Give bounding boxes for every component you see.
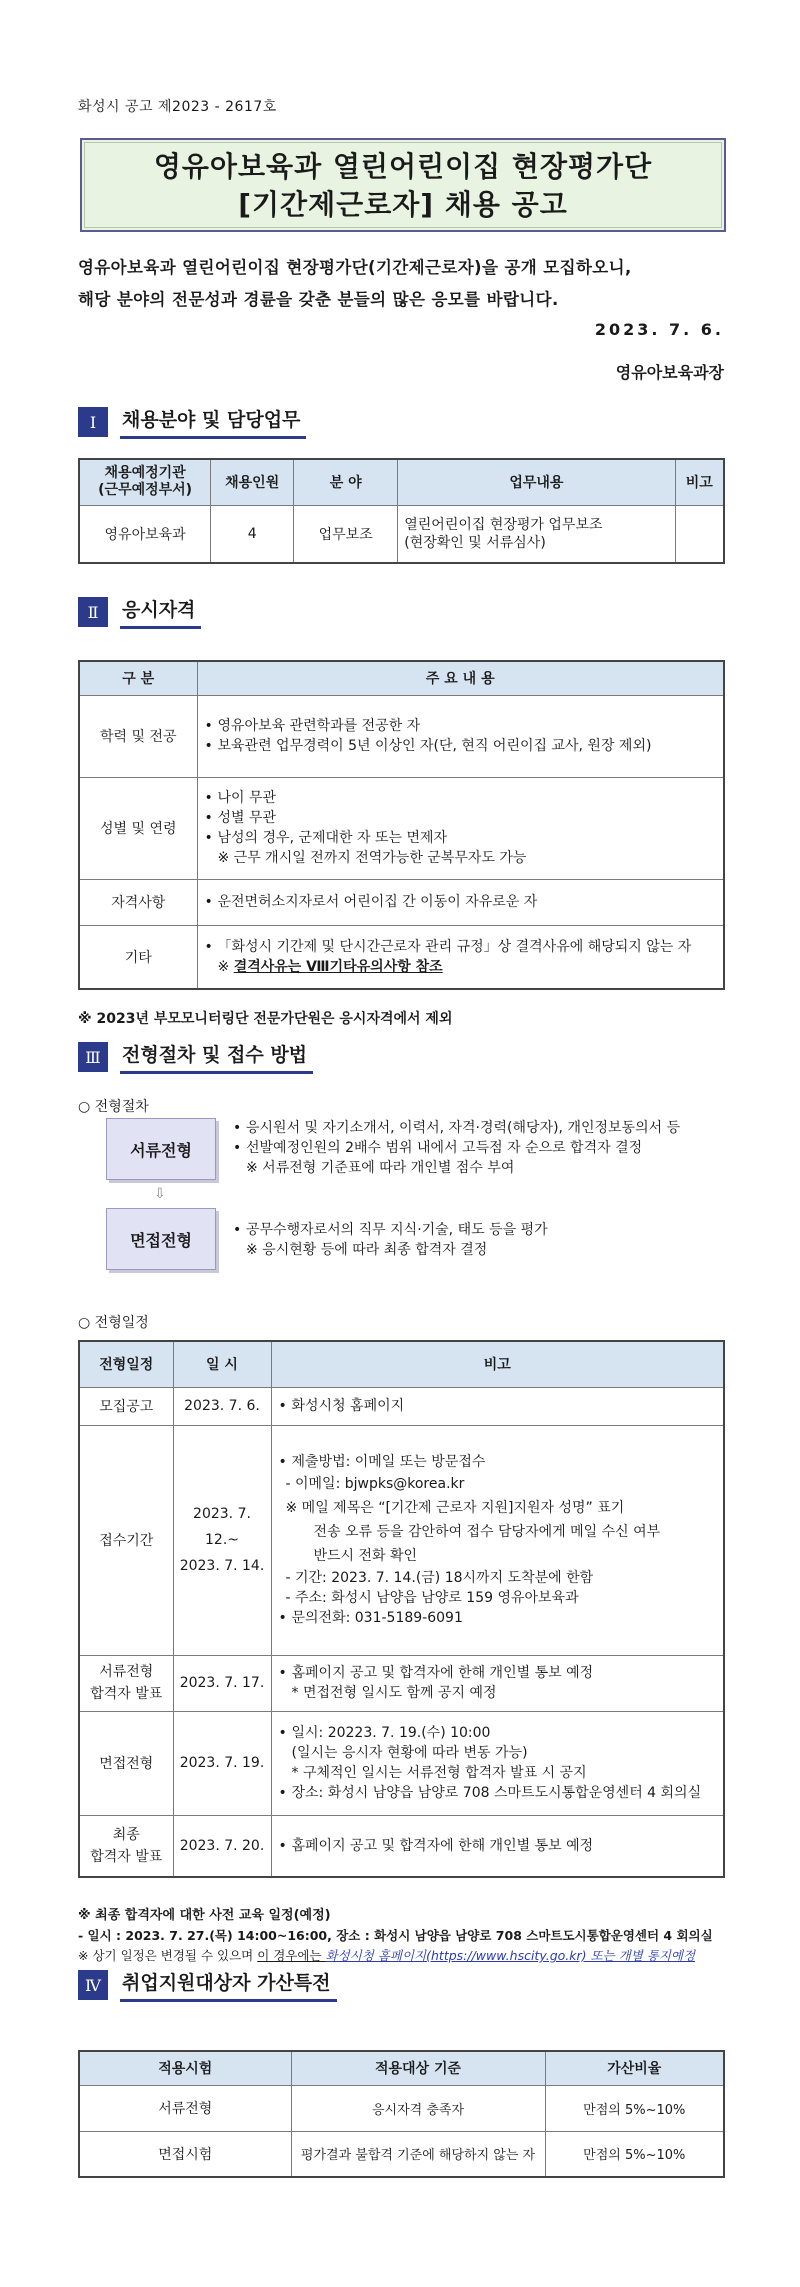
section-2-label: 응시자격	[120, 596, 201, 629]
col-stage: 전형일정	[79, 1341, 173, 1387]
section-4-number: Ⅳ	[78, 1970, 108, 2000]
col-field: 분 야	[294, 459, 398, 505]
table-row: 면접시험 평가결과 불합격 기준에 해당하지 않는 자 만점의 5%~10%	[79, 2131, 724, 2177]
down-arrow-icon: ⇩	[154, 1186, 166, 1202]
table-row: 서류전형 합격자 발표 2023. 7. 17. • 홈페이지 공고 및 합격자에 한해 개인별 통보 예정 * 면접전형 일시도 함께 공지 예정	[79, 1655, 724, 1711]
stage-interview: 면접전형	[106, 1208, 216, 1270]
col-agency: 채용예정기관 (근무예정부서)	[79, 459, 211, 505]
schedule-notes: ※ 최종 합격자에 대한 사전 교육 일정(예정) - 일시 : 2023. 7. 27.(목) 14:00~16:00, 장소 : 화성시 남양읍 남양로 708 스마트도시통합운영센터 4 회의실 ※ 상기 일정은 변경될 수 있으며 이 경우에는 화성시청 홈페이지(https://www.hscity.go.kr) 또는 개별 통지예정	[78, 1908, 713, 1963]
col-criteria: 적용대상 기준	[291, 2051, 545, 2085]
col-exam: 적용시험	[79, 2051, 291, 2085]
cell-field: 업무보조	[294, 505, 398, 563]
intro-line-1: 영유아보육과 열린어린이집 현장평가단(기간제근로자)을 공개 모집하오니,	[78, 258, 632, 277]
intro-text	[78, 252, 728, 316]
schedule-table	[78, 1340, 725, 1878]
col-note: 비고	[271, 1341, 724, 1387]
table-row: 최종 합격자 발표 2023. 7. 20. • 홈페이지 공고 및 합격자에 한해 개인별 통보 예정	[79, 1815, 724, 1877]
eligibility-table	[78, 660, 725, 990]
cell-count: 4	[211, 505, 294, 563]
notice-date: 2023. 7. 6.	[594, 320, 724, 339]
stage-1-description: • 응시원서 및 자기소개서, 이력서, 자격·경력(해당자), 개인정보동의서 등 • 선발예정인원의 2배수 범위 내에서 고득점 자 순으로 합격자 결정 ※ 서류전형 기준표에 따라 개인별 점수 부여	[232, 1118, 680, 1178]
section-2-heading	[78, 595, 201, 629]
section-1-number: Ⅰ	[78, 407, 108, 437]
section-1-heading	[78, 405, 306, 439]
section-2-number: Ⅱ	[78, 597, 108, 627]
title-line-2: [기간제근로자] 채용 공고	[238, 188, 568, 221]
section-3-number: Ⅲ	[78, 1042, 108, 1072]
table-row: 성별 및 연령 • 나이 무관 • 성별 무관 • 남성의 경우, 군제대한 자 또는 면제자 ※ 근무 개시일 전까지 전역가능한 군복무자도 가능	[79, 777, 724, 879]
table-row: 기타 • 「화성시 기간제 및 단시간근로자 관리 규정」상 결격사유에 해당되지 않는 자 ※ 결격사유는 Ⅷ기타유의사항 참조	[79, 925, 724, 989]
table-row: 모집공고 2023. 7. 6. • 화성시청 홈페이지	[79, 1387, 724, 1425]
issuing-department: 영유아보육과장	[615, 363, 724, 382]
section-4-label: 취업지원대상자 가산특전	[120, 1969, 337, 2002]
col-category: 구 분	[79, 661, 197, 695]
col-count: 채용인원	[211, 459, 294, 505]
stage-2-description: • 공무수행자로서의 직무 지식·기술, 태도 등을 평가 ※ 응시현황 등에 따라 최종 합격자 결정	[232, 1220, 548, 1260]
title-box	[80, 138, 726, 232]
col-duty: 업무내용	[398, 459, 675, 505]
notice-number: 화성시 공고 제2023 - 2617호	[78, 99, 277, 115]
table-row: 학력 및 전공 • 영유아보육 관련학과를 전공한 자 • 보육관련 업무경력이 5년 이상인 자(단, 현직 어린이집 교사, 원장 제외)	[79, 695, 724, 777]
col-remark: 비고	[675, 459, 724, 505]
cell-agency: 영유아보육과	[79, 505, 211, 563]
schedule-title: ○ 전형일정	[78, 1315, 149, 1331]
col-date: 일 시	[173, 1341, 271, 1387]
table-row: 면접전형 2023. 7. 19. • 일시: 20223. 7. 19.(수) 10:00 (일시는 응시자 현황에 따라 변동 가능) * 구체적인 일시는 서류전형 합격자 발표 시 공지 • 장소: 화성시 남양읍 남양로 708 스마트도시통합운영센터 4 회의실	[79, 1711, 724, 1815]
intro-line-2: 해당 분야의 전문성과 경륜을 갖춘 분들의 많은 응모를 바랍니다.	[78, 290, 559, 309]
section-3-label: 전형절차 및 접수 방법	[120, 1041, 313, 1074]
exclusion-note: ※ 2023년 부모모니터링단 전문가단원은 응시자격에서 제외	[78, 1011, 453, 1027]
col-rate: 가산비율	[545, 2051, 724, 2085]
recruitment-table	[78, 458, 725, 564]
col-content: 주 요 내 용	[197, 661, 724, 695]
table-row: 접수기간 2023. 7. 12.~ 2023. 7. 14. • 제출방법: 이메일 또는 방문접수 - 이메일: bjwpks@korea.kr ※ 메일 제목은 “[기간제 근로자 지원]지원자 성명” 표기 전송 오류 등을 감안하여 접수 담당자에게 메일 수신 여부 반드시 전화 확인 - 기간: 2023. 7. 14.(금) 18시까지 도착분에 한함 - 주소: 화성시 남양읍 남양로 159 영유아보육과 • 문의전화: 031-5189-6091	[79, 1425, 724, 1655]
cell-duty: 열린어린이집 현장평가 업무보조 (현장확인 및 서류심사)	[398, 505, 675, 563]
table-row	[79, 505, 724, 563]
section-3-heading	[78, 1040, 313, 1074]
section-1-label: 채용분야 및 담당업무	[120, 406, 306, 439]
section-4-heading	[78, 1968, 337, 2002]
hscity-homepage-link[interactable]: 화성시청 홈페이지(https://www.hscity.go.kr) 또는 개별 통지예정	[325, 1948, 696, 1963]
stage-document-screening: 서류전형	[106, 1118, 216, 1180]
title-line-1: 영유아보육과 열린어린이집 현장평가단	[153, 150, 653, 183]
bonus-table	[78, 2050, 725, 2178]
table-row: 자격사항 • 운전면허소지자로서 어린이집 간 이동이 자유로운 자	[79, 879, 724, 925]
table-row: 서류전형 응시자격 충족자 만점의 5%~10%	[79, 2085, 724, 2131]
cell-remark	[675, 505, 724, 563]
procedure-title: ○ 전형절차	[78, 1099, 149, 1115]
